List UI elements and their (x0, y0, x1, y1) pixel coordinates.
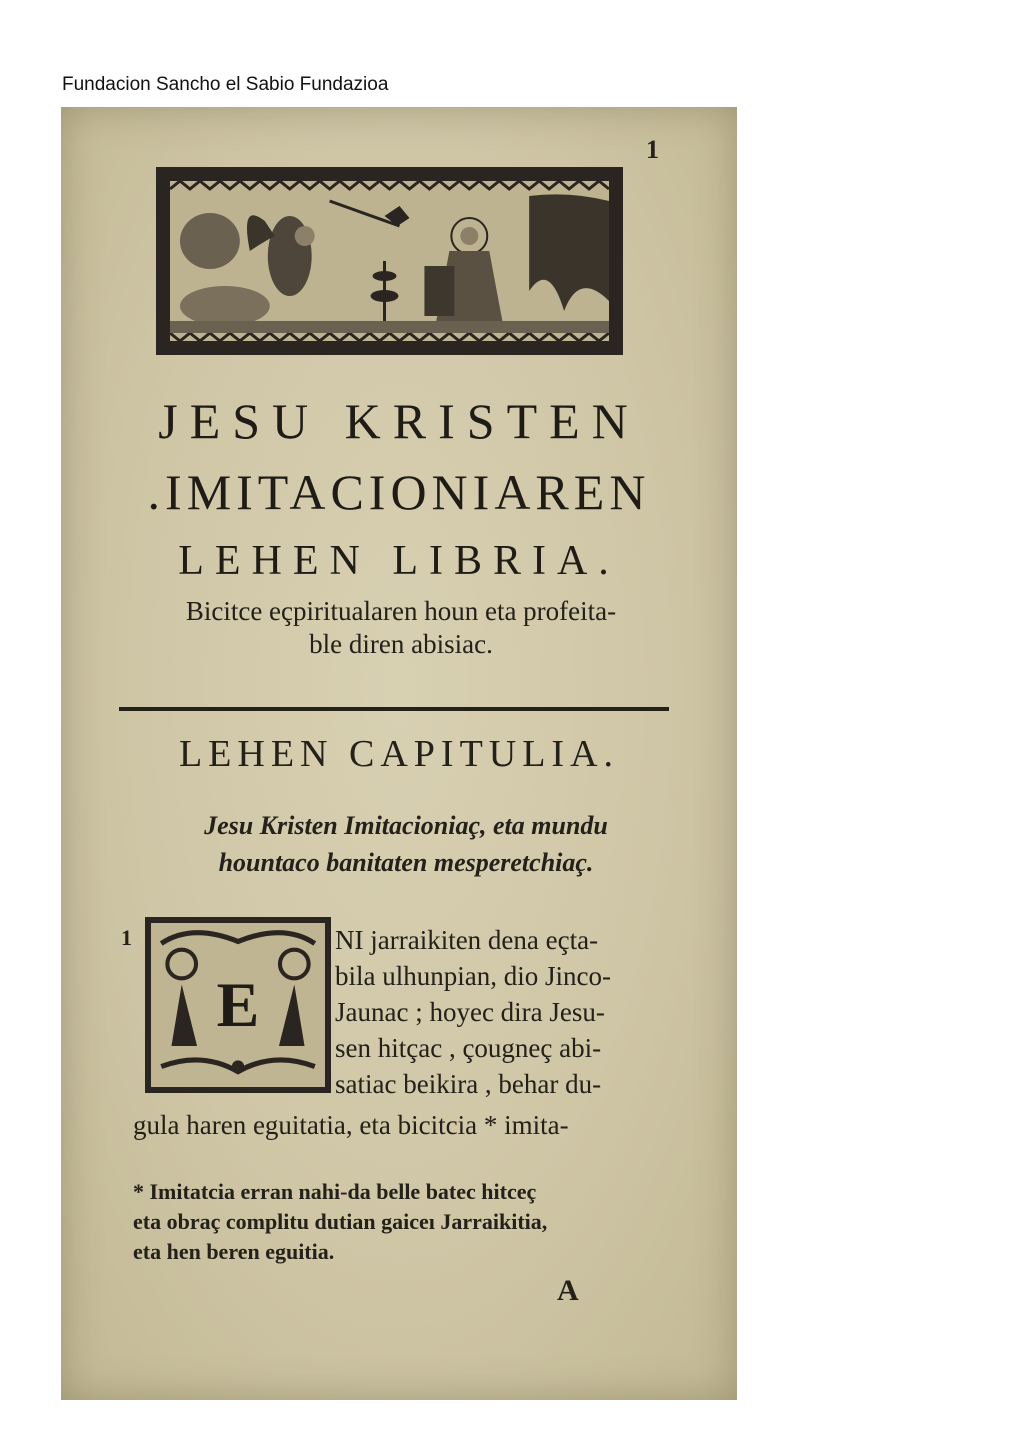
body-line-4: sen hitçac , çougneç abi- (335, 1033, 602, 1063)
initial-letter: E (216, 969, 260, 1040)
footnote (133, 1177, 703, 1267)
woodcut-illustration (156, 167, 623, 355)
chapter-sub-line-2: hountaco banitaten mesperetchiaç. (218, 848, 594, 877)
chapter-subheading (111, 807, 701, 881)
title-line-3: LEHEN LIBRIA. (178, 538, 620, 584)
subtitle (111, 595, 691, 661)
horizontal-rule (119, 707, 669, 711)
footnote-line-3: eta hen beren eguitia. (133, 1239, 335, 1264)
body-line-6: gula haren eguitatia, eta bicitcia * imita- (133, 1110, 569, 1140)
footnote-line-2: eta obraç complitu dutian gaiceı Jarraikitia, (133, 1209, 548, 1234)
book-page (61, 107, 737, 1400)
title-line-1: JESU KRISTEN (158, 393, 640, 449)
subtitle-line-1: Bicitce eçpiritualaren houn eta profeita- (185, 596, 617, 626)
body-line-3: Jaunac ; hoyec dira Jesu- (335, 997, 605, 1027)
annunciation-scene-image (170, 181, 609, 341)
signature-mark: A (557, 1274, 579, 1307)
body-line-1: NI jarraikiten dena eçta- (335, 925, 599, 955)
subtitle-line-2: ble diren abisiac. (309, 629, 493, 659)
verse-number: 1 (121, 925, 132, 950)
footnote-line-1: * Imitatcia erran nahi-da belle batec hitceç (133, 1179, 537, 1204)
decorated-initial (145, 917, 331, 1093)
body-text-beside-initial (335, 922, 611, 1102)
chapter-sub-line-1: Jesu Kristen Imitacioniaç, eta mundu (204, 811, 608, 840)
title-line-2: .IMITACIONIAREN (147, 464, 651, 520)
chapter-heading: LEHEN CAPITULIA. (178, 733, 620, 775)
body-line-2: bila ulhunpian, dio Jinco- (335, 961, 611, 991)
source-label: Fundacion Sancho el Sabio Fundazioa (62, 74, 389, 95)
page-number: 1 (646, 135, 659, 164)
body-line-5: satiac beikira , behar du- (335, 1069, 602, 1099)
